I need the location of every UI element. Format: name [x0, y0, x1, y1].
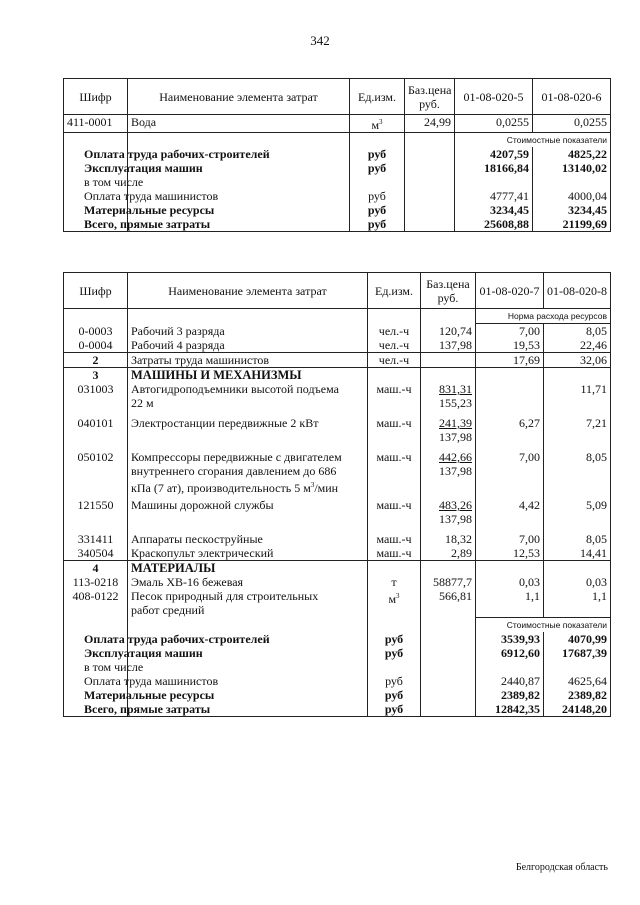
- cost-caption-row: [64, 133, 611, 148]
- unit-cell: руб: [368, 688, 421, 702]
- code-cell: 331411: [64, 532, 128, 546]
- unit-cell: руб: [350, 217, 405, 232]
- value-cell: [476, 660, 544, 674]
- price-cell: [421, 561, 476, 576]
- value-cell: 7,21: [544, 416, 611, 450]
- name-cell: Эксплуатация машин: [84, 646, 324, 660]
- cost-row: [64, 189, 611, 203]
- value-cell: 25608,88: [455, 217, 533, 232]
- value-cell: 5,09: [544, 498, 611, 532]
- cost-row: [64, 632, 611, 646]
- table-row: [64, 416, 611, 450]
- name-line: работ средний: [131, 603, 205, 617]
- price-cell: [405, 147, 455, 161]
- header-code: Шифр: [64, 79, 128, 115]
- name-cell: в том числе: [84, 175, 306, 189]
- value-cell: [476, 368, 544, 383]
- unit-cell: руб: [368, 674, 421, 688]
- unit-text: м: [371, 118, 380, 132]
- code-cell: 408-0122: [64, 589, 128, 617]
- header-base-price: Баз.цена руб.: [421, 273, 476, 309]
- value-cell: 1,1: [476, 589, 544, 617]
- header-col1: 01-08-020-7: [476, 273, 544, 309]
- name-cell: Вода: [128, 115, 350, 133]
- name-cell: Материальные ресурсы: [84, 688, 324, 702]
- unit-text: м: [388, 592, 397, 606]
- value-cell: 4207,59: [455, 147, 533, 161]
- page-number: 342: [310, 33, 330, 48]
- price-cell: [421, 450, 476, 498]
- header-code: Шифр: [64, 273, 128, 309]
- value-cell: 3539,93: [476, 632, 544, 646]
- section-title: МАШИНЫ И МЕХАНИЗМЫ: [128, 368, 368, 383]
- value-cell: 6912,60: [476, 646, 544, 660]
- price-cell: 58877,7: [421, 575, 476, 589]
- header-name: Наименование элемента затрат: [128, 273, 368, 309]
- unit-cell: руб: [350, 147, 405, 161]
- code-cell: 031003: [64, 382, 128, 416]
- value-cell: 4625,64: [544, 674, 611, 688]
- value-cell: 7,00: [476, 324, 544, 339]
- unit-cell: маш.-ч: [368, 498, 421, 532]
- name-line: внутреннего сгорания давлением до 686: [131, 464, 337, 478]
- code-cell: 340504: [64, 546, 128, 561]
- value-cell: 2440,87: [476, 674, 544, 688]
- unit-cell: [368, 589, 421, 617]
- superscript: 3: [379, 118, 383, 126]
- code-cell: 2: [64, 353, 128, 368]
- name-cell: Эксплуатация машин: [84, 161, 306, 175]
- name-cell: Всего, прямые затраты: [84, 702, 324, 717]
- unit-cell: чел.-ч: [368, 324, 421, 339]
- superscript: 3: [396, 592, 400, 600]
- unit-cell: [368, 561, 421, 576]
- name-cell: Материальные ресурсы: [84, 203, 306, 217]
- section-row: [64, 368, 611, 383]
- name-cell: в том числе: [84, 660, 324, 674]
- header-col1: 01-08-020-5: [455, 79, 533, 115]
- name-cell: [128, 498, 368, 532]
- price-cell: [421, 674, 476, 688]
- value-cell: 0,0255: [455, 115, 533, 133]
- price-cell: [421, 688, 476, 702]
- name-cell: [128, 589, 368, 617]
- header-unit: Ед.изм.: [350, 79, 405, 115]
- name-cell: Рабочий 3 разряда: [128, 324, 368, 339]
- price-cell: [421, 632, 476, 646]
- value-cell: 4070,99: [544, 632, 611, 646]
- header-col2: 01-08-020-6: [533, 79, 611, 115]
- cost-table-1: [63, 78, 611, 232]
- cost-row: [64, 175, 611, 189]
- table-row: [64, 382, 611, 416]
- name-line: Автогидроподъемники высотой подъема: [131, 382, 339, 396]
- name-cell: Всего, прямые затраты: [84, 217, 306, 232]
- cost-row: [64, 646, 611, 660]
- unit-cell: [368, 660, 421, 674]
- section-title: МАТЕРИАЛЫ: [128, 561, 368, 576]
- table-row: [64, 115, 611, 133]
- name-cell: [128, 416, 368, 450]
- name-line: 22 м: [131, 396, 154, 410]
- header-unit: Ед.изм.: [368, 273, 421, 309]
- value-cell: 4825,22: [533, 147, 611, 161]
- name-line: Компрессоры передвижные с двигателем: [131, 450, 342, 464]
- price-cell: [421, 416, 476, 450]
- price-cell: 120,74: [421, 324, 476, 339]
- price-cell: [405, 203, 455, 217]
- value-cell: 8,05: [544, 532, 611, 546]
- value-cell: 4777,41: [455, 189, 533, 203]
- name-cell: Краскопульт электрический: [128, 546, 368, 561]
- value-cell: 17687,39: [544, 646, 611, 660]
- name-line: /мин: [314, 481, 339, 495]
- price-value: 137,98: [439, 430, 472, 444]
- unit-cell: [350, 115, 405, 133]
- value-cell: 18166,84: [455, 161, 533, 175]
- price-cell: 566,81: [421, 589, 476, 617]
- unit-cell: руб: [368, 646, 421, 660]
- unit-cell: маш.-ч: [368, 546, 421, 561]
- code-cell: 113-0218: [64, 575, 128, 589]
- value-cell: 32,06: [544, 353, 611, 368]
- code-cell: 050102: [64, 450, 128, 498]
- value-cell: [544, 561, 611, 576]
- value-cell: 12,53: [476, 546, 544, 561]
- code-cell: 0-0004: [64, 338, 128, 353]
- name-cell: Затраты труда машинистов: [128, 353, 368, 368]
- value-cell: [544, 368, 611, 383]
- price-value: 137,98: [439, 464, 472, 478]
- price-cell: [405, 161, 455, 175]
- unit-cell: маш.-ч: [368, 532, 421, 546]
- value-cell: 11,71: [544, 382, 611, 416]
- price-cell: 18,32: [421, 532, 476, 546]
- name-line: Эмаль ХВ-16 бежевая: [131, 575, 244, 589]
- cost-row: [64, 203, 611, 217]
- cost-row: [64, 161, 611, 175]
- price-value: 831,31: [439, 382, 472, 396]
- unit-cell: [368, 368, 421, 383]
- header-col2: 01-08-020-8: [544, 273, 611, 309]
- price-cell: 2,89: [421, 546, 476, 561]
- value-cell: 4000,04: [533, 189, 611, 203]
- price-cell: [421, 702, 476, 717]
- table-row: [64, 575, 611, 589]
- price-cell: [421, 646, 476, 660]
- cost-caption: Стоимостные показатели: [455, 133, 611, 148]
- name-cell: Оплата труда рабочих-строителей: [84, 147, 306, 161]
- section-code: 4: [64, 561, 128, 576]
- name-cell: Оплата труда машинистов: [84, 674, 324, 688]
- norm-caption: Норма расхода ресурсов: [476, 309, 611, 324]
- value-cell: 13140,02: [533, 161, 611, 175]
- unit-cell: [368, 575, 421, 589]
- name-line: кПа (7 ат), производительность 5 м: [131, 481, 311, 495]
- header-name: Наименование элемента затрат: [128, 79, 350, 115]
- name-cell: [128, 575, 368, 589]
- value-cell: 24148,20: [544, 702, 611, 717]
- value-cell: [476, 561, 544, 576]
- unit-cell: руб: [350, 203, 405, 217]
- value-cell: 2389,82: [544, 688, 611, 702]
- name-line: Машины дорожной службы: [131, 498, 274, 512]
- table-row: [64, 450, 611, 498]
- name-cell: Оплата труда рабочих-строителей: [84, 632, 324, 646]
- table-row: [64, 546, 611, 561]
- unit-cell: маш.-ч: [368, 416, 421, 450]
- code-cell: 411-0001: [64, 115, 128, 133]
- price-cell: 137,98: [421, 338, 476, 353]
- unit-cell: чел.-ч: [368, 338, 421, 353]
- cost-row: [64, 660, 611, 674]
- name-cell: Рабочий 4 разряда: [128, 338, 368, 353]
- value-cell: [533, 175, 611, 189]
- value-cell: [455, 175, 533, 189]
- value-cell: 7,00: [476, 532, 544, 546]
- price-value: 483,26: [439, 498, 472, 512]
- unit-text: т: [391, 575, 397, 589]
- value-cell: 3234,45: [455, 203, 533, 217]
- unit-cell: чел.-ч: [368, 353, 421, 368]
- unit-cell: руб: [368, 632, 421, 646]
- name-cell: Аппараты пескоструйные: [128, 532, 368, 546]
- unit-cell: руб: [368, 702, 421, 717]
- value-cell: 4,42: [476, 498, 544, 532]
- value-cell: 22,46: [544, 338, 611, 353]
- cost-row: [64, 217, 611, 232]
- footer-region: Белгородская область: [515, 862, 608, 873]
- cost-caption: Стоимостные показатели: [476, 617, 611, 632]
- unit-cell: руб: [350, 189, 405, 203]
- table-row: [64, 589, 611, 617]
- value-cell: 12842,35: [476, 702, 544, 717]
- table-row: [64, 324, 611, 339]
- section-row: [64, 561, 611, 576]
- cost-caption-row: [64, 617, 611, 632]
- norm-caption-row: [64, 309, 611, 324]
- cost-row: [64, 147, 611, 161]
- value-cell: 1,1: [544, 589, 611, 617]
- header-base-price: Баз.цена руб.: [405, 79, 455, 115]
- price-cell: [421, 660, 476, 674]
- unit-cell: [350, 175, 405, 189]
- value-cell: 0,03: [544, 575, 611, 589]
- value-cell: 8,05: [544, 324, 611, 339]
- value-cell: [544, 660, 611, 674]
- value-cell: 6,27: [476, 416, 544, 450]
- price-value: 155,23: [439, 396, 472, 410]
- value-cell: 3234,45: [533, 203, 611, 217]
- table-row: [64, 532, 611, 546]
- price-cell: [421, 382, 476, 416]
- code-cell: 121550: [64, 498, 128, 532]
- price-cell: 24,99: [405, 115, 455, 133]
- value-cell: 7,00: [476, 450, 544, 498]
- cost-row: [64, 674, 611, 688]
- price-value: 442,66: [439, 450, 472, 464]
- price-value: 241,39: [439, 416, 472, 430]
- price-cell: [421, 353, 476, 368]
- table-row: [64, 338, 611, 353]
- price-cell: [405, 217, 455, 232]
- value-cell: 14,41: [544, 546, 611, 561]
- cost-row: [64, 688, 611, 702]
- name-line: Электростанции передвижные 2 кВт: [131, 416, 319, 430]
- name-line: Песок природный для строительных: [131, 589, 319, 603]
- code-cell: 040101: [64, 416, 128, 450]
- value-cell: 8,05: [544, 450, 611, 498]
- name-cell: [128, 450, 368, 498]
- name-cell: Оплата труда машинистов: [84, 189, 306, 203]
- unit-cell: маш.-ч: [368, 450, 421, 498]
- section-code: 3: [64, 368, 128, 383]
- price-cell: [421, 368, 476, 383]
- table-row: [64, 498, 611, 532]
- table-row: [64, 353, 611, 368]
- value-cell: 19,53: [476, 338, 544, 353]
- value-cell: 0,0255: [533, 115, 611, 133]
- cost-table-2: [63, 272, 611, 717]
- price-cell: [405, 189, 455, 203]
- value-cell: 17,69: [476, 353, 544, 368]
- price-value: 137,98: [439, 512, 472, 526]
- cost-row: [64, 702, 611, 717]
- value-cell: [476, 382, 544, 416]
- value-cell: 21199,69: [533, 217, 611, 232]
- value-cell: 2389,82: [476, 688, 544, 702]
- unit-cell: маш.-ч: [368, 382, 421, 416]
- price-cell: [421, 498, 476, 532]
- superscript: 3: [310, 481, 315, 489]
- name-cell: [128, 382, 368, 416]
- unit-cell: руб: [350, 161, 405, 175]
- price-cell: [405, 175, 455, 189]
- code-cell: 0-0003: [64, 324, 128, 339]
- value-cell: 0,03: [476, 575, 544, 589]
